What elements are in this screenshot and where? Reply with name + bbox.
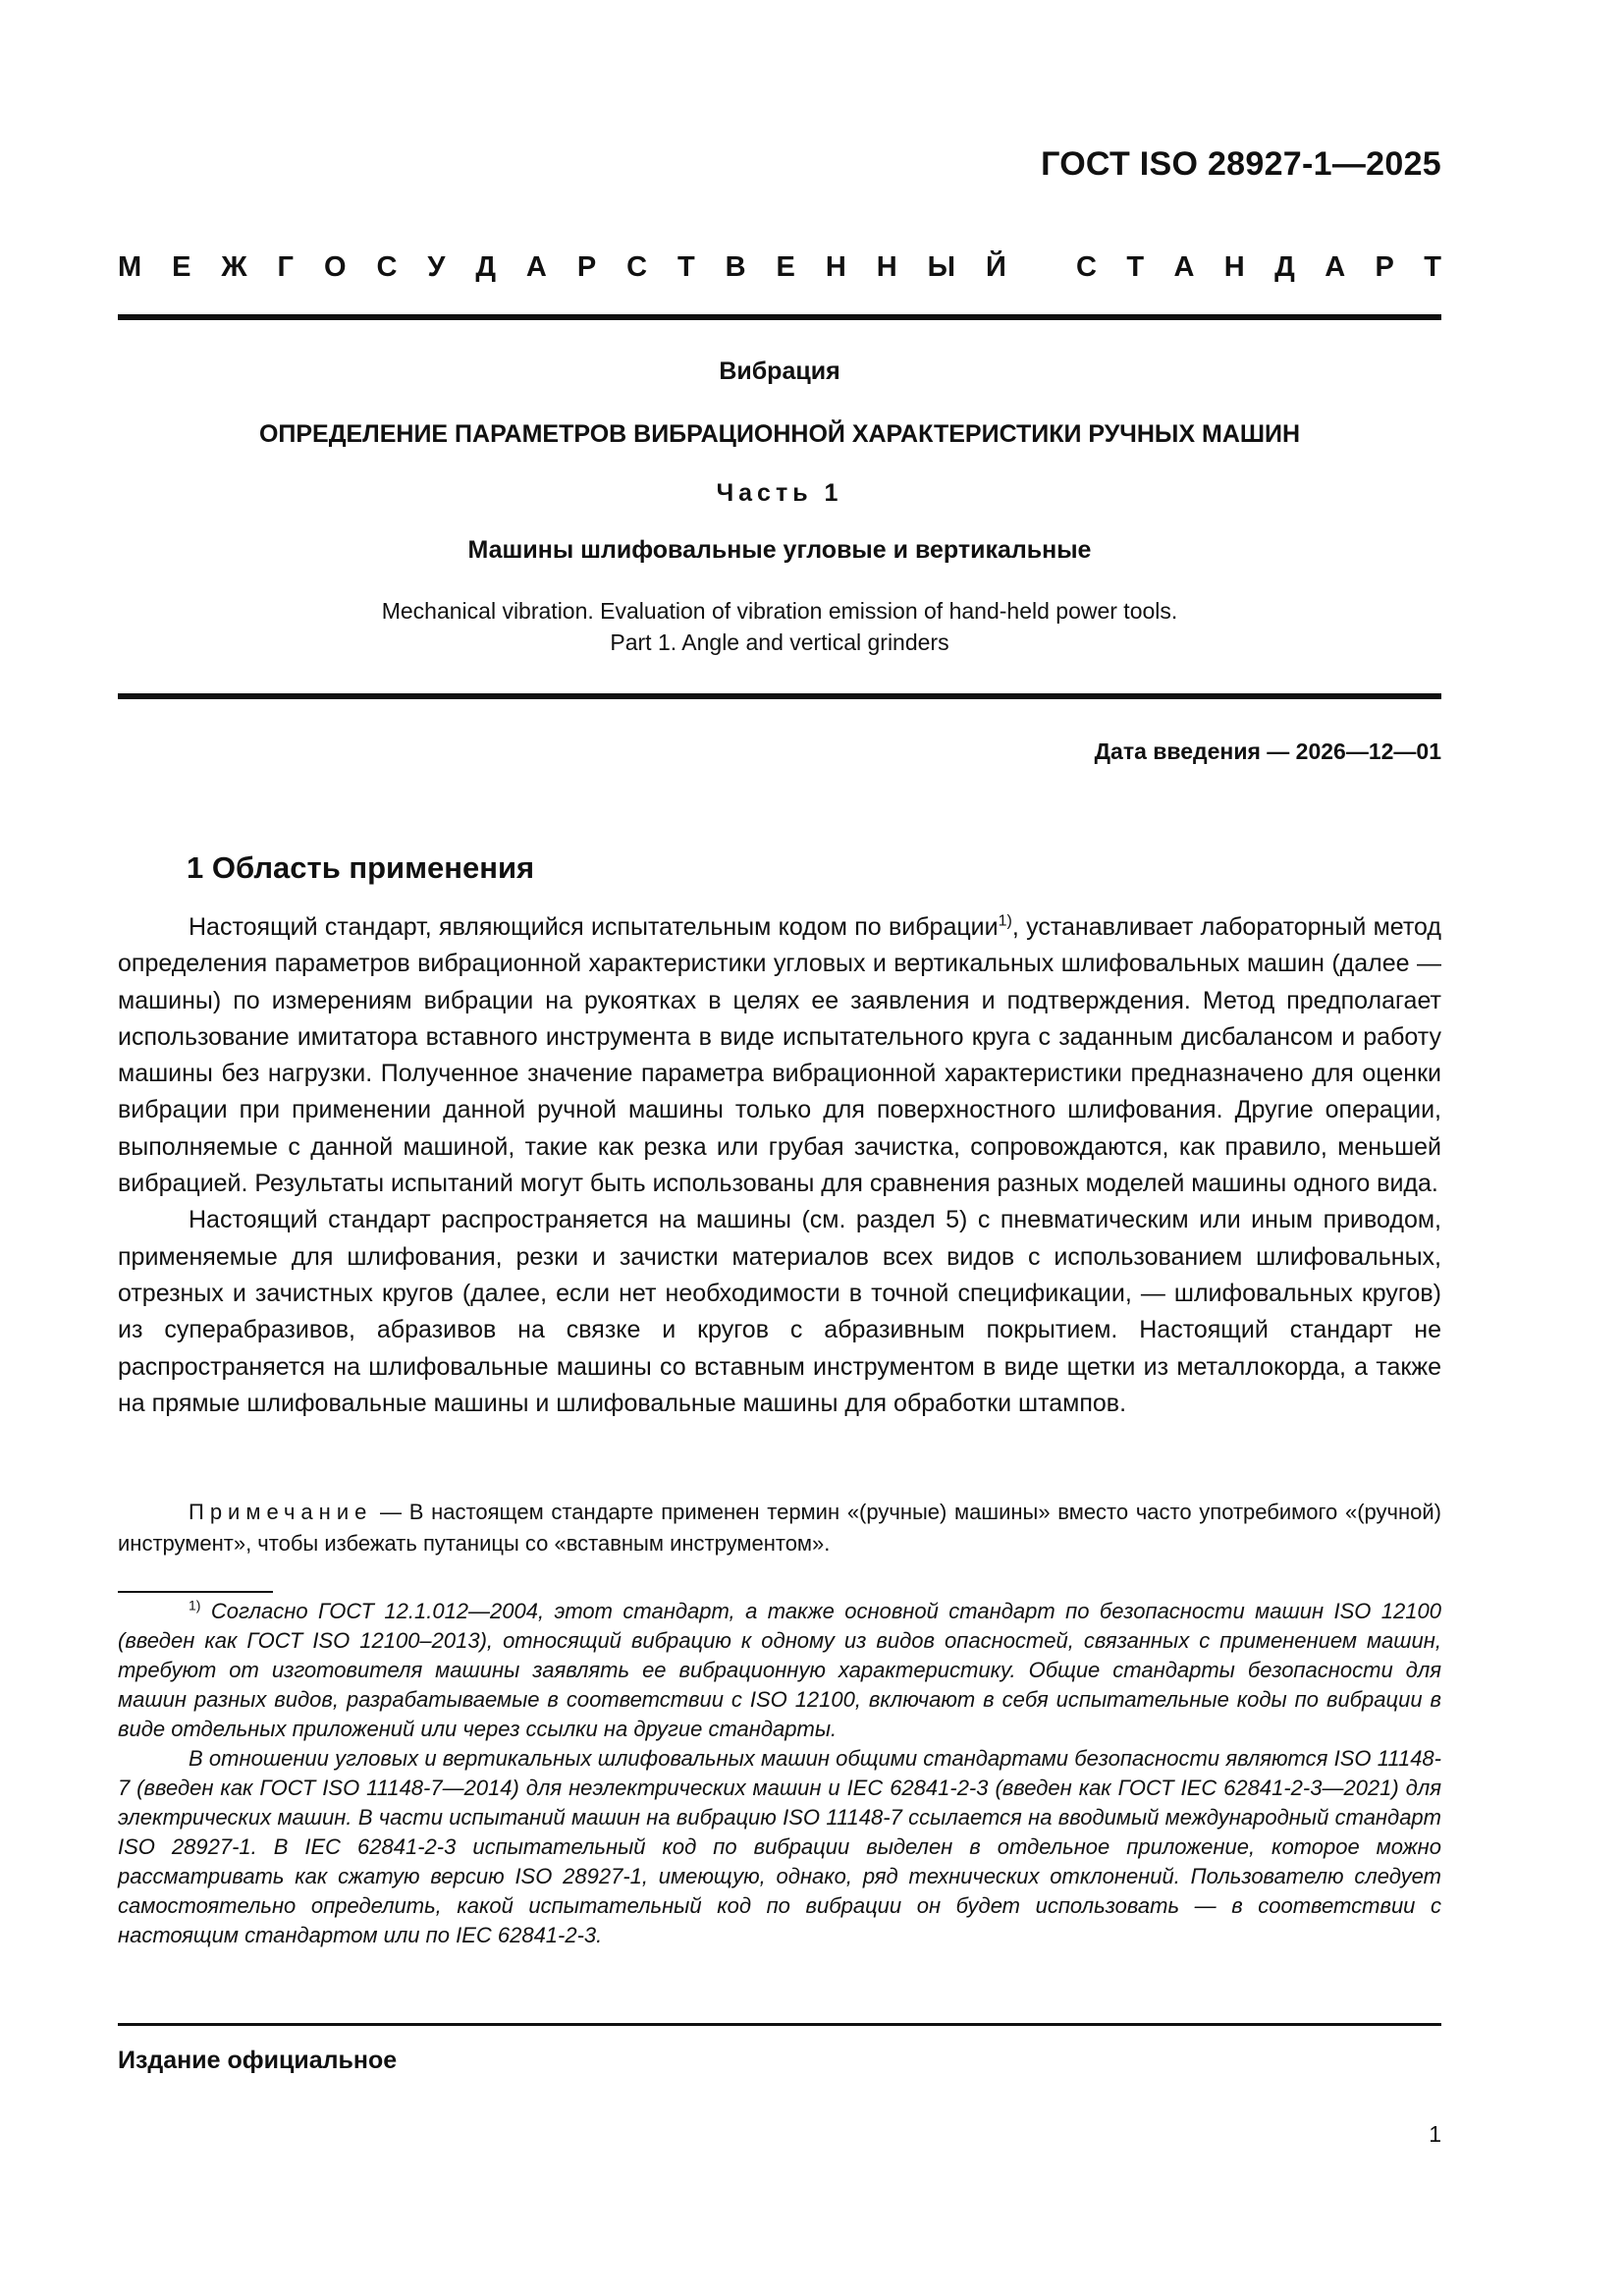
heading-letter: А [525,251,547,283]
title-divider [118,693,1441,699]
footnote-marker: 1) [189,1597,201,1613]
heading-letter: У [427,251,446,283]
footnote-reference[interactable]: 1) [998,912,1012,930]
footer-divider [118,2023,1441,2026]
heading-letter: Н [1223,251,1245,283]
title-topic: Вибрация [719,357,840,385]
heading-letter: С [626,251,648,283]
heading-letter: С [376,251,398,283]
heading-letter: С [1076,251,1097,283]
section-title: 1 Область применения [187,850,535,885]
heading-letter: Г [277,251,294,283]
heading-letter: Е [172,251,191,283]
header-divider [118,314,1441,320]
title-part: Часть 1 [716,479,843,507]
standard-type-word-1 [118,251,1006,284]
footnote-separator [118,1591,273,1593]
heading-letter: М [118,251,142,283]
footnote-paragraph: В отношении угловых и вертикальных шлифовальных машин общими стандартами безопасности являются ISO 11148-7 (введен как ГОСТ ISO 11148-7—2014) для неэлектрических машин и IEC 62841-2-3 (введен как ГОСТ IEC 62841-2-3—2021) для электрических машин. В части испытаний машин на вибрацию ISO 11148-7 ссылается на вводимый международный стандарт ISO 28927-1. В IEC 62841-2-3 испытательный код по вибрации выделен в отдельное приложение, которое можно рассматривать как сжатую версию ISO 28927-1, имеющую, однако, ряд технических отклонений. Пользователю следует самостоятельно определить, какой испытательный код по вибрации он будет использовать — в соответствии с настоящим стандартом или по IEC 62841-2-3. [118,1746,1441,1947]
note-text: — В настоящем стандарте применен термин «(ручные) машины» вместо часто употребимого «(ручной) инструмент», чтобы избежать путаницы со «вставным инструментом». [118,1500,1441,1556]
footnote-paragraph [118,1597,1441,1744]
note [118,1497,1441,1559]
title-english-line-1: Mechanical vibration. Evaluation of vibration emission of hand-held power tools. [381,598,1178,624]
heading-letter: Н [876,251,897,283]
footnote-text: Согласно ГОСТ 12.1.012—2004, этот стандарт, а также основной стандарт по безопасности машин ISO 12100 (введен как ГОСТ ISO 12100–2013), относящий вибрацию к одному из видов опасностей, связанных с применением машин, требуют от изготовителя машины заявлять ее вибрационную характеристику. Общие стандарты безопасности для машин разных видов, разрабатываемые в соответствии с ISO 12100, включают в себя испытательные коды по вибрации в виде отдельных приложений или через ссылки на другие стандарты. [118,1599,1441,1741]
document-page [118,0,1441,2296]
paragraph [118,909,1441,1202]
heading-letter: Е [776,251,795,283]
section-body [118,909,1441,1422]
title-english [118,595,1441,658]
heading-letter: О [323,251,347,283]
note-label: Примечание [189,1500,373,1524]
title-english-line-2: Part 1. Angle and vertical grinders [610,629,949,655]
heading-letter: Т [1126,251,1145,283]
document-code: ГОСТ ISO 28927-1—2025 [1041,145,1441,183]
heading-letter: Н [825,251,846,283]
heading-letter: Т [1424,251,1441,283]
heading-letter: Р [576,251,597,283]
heading-letter: Д [1274,251,1295,283]
heading-letter: Ж [221,251,247,283]
edition-label: Издание официальное [118,2047,398,2074]
title-subtitle: Машины шлифовальные угловые и вертикальные [467,536,1092,564]
date-of-introduction: Дата введения — 2026—12—01 [1094,738,1441,764]
heading-letter: А [1173,251,1195,283]
standard-type-word-2 [1076,251,1441,284]
footnote [118,1597,1441,1950]
heading-letter: В [725,251,746,283]
paragraph-text: Настоящий стандарт, являющийся испытательным кодом по вибрации [189,913,999,941]
heading-letter: А [1325,251,1346,283]
heading-letter: Д [475,251,496,283]
page-number: 1 [1429,2121,1441,2147]
heading-letter: Т [676,251,695,283]
heading-letter: Й [985,251,1006,283]
paragraph: Настоящий стандарт распространяется на машины (см. раздел 5) с пневматическим или иным приводом, применяемые для шлифования, резки и зачистки материалов всех видов с использованием шлифовальных, отрезных и зачистных кругов (далее, если нет необходимости в точной спецификации, — шлифовальных кругов) из суперабразивов, абразивов на связке и кругов с абразивным покрытием. Настоящий стандарт не распространяется на шлифовальные машины со вставным инструментом в виде щетки из металлокорда, а также на прямые шлифовальные машины и шлифовальные машины для обработки штампов. [118,1206,1441,1417]
standard-type-heading [118,251,1441,284]
heading-letter: Р [1375,251,1394,283]
title-main: ОПРЕДЕЛЕНИЕ ПАРАМЕТРОВ ВИБРАЦИОННОЙ ХАРАКТЕРИСТИКИ РУЧНЫХ МАШИН [258,420,1301,448]
paragraph-text: , устанавливает лабораторный метод определения параметров вибрационной характеристики угловых и вертикальных шлифовальных машин (далее — машины) по измерениям вибрации на рукоятках в целях ее заявления и подтверждения. Метод предполагает использование имитатора вставного инструмента в виде испытательного круга с заданным дисбалансом и работу машины без нагрузки. Полученное значение параметра вибрационной характеристики предназначено для оценки вибрации при применении данной ручной машины только для поверхностного шлифования. Другие операции, выполняемые с данной машиной, такие как резка или грубая зачистка, сопровождаются, как правило, меньшей вибрацией. Результаты испытаний могут быть использованы для сравнения разных моделей машины одного вида. [118,913,1441,1198]
heading-letter: Ы [927,251,955,283]
